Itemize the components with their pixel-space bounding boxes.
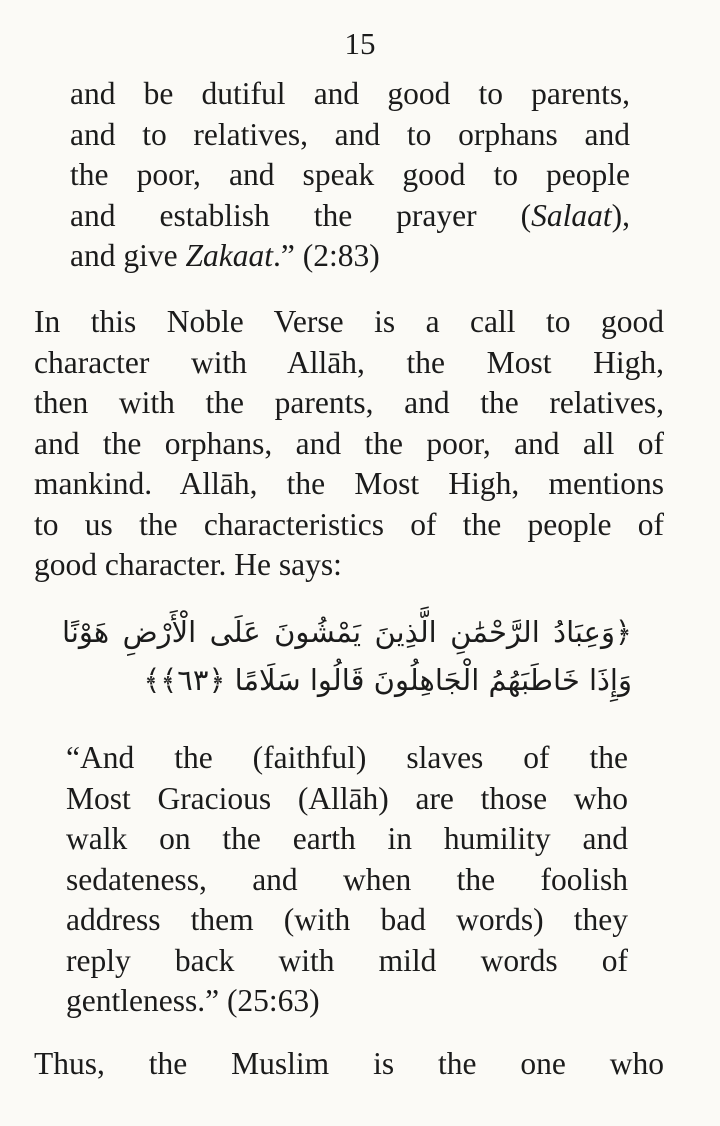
text-line: mankind. Allāh, the Most High, mentions <box>34 466 664 501</box>
text-line: sedateness, and when the foolish <box>66 861 628 897</box>
text-line: and be dutiful and good to parents, <box>70 76 630 111</box>
text-line: address them (with bad words) they <box>66 902 628 937</box>
italic-term: Salaat <box>531 197 612 233</box>
text-line: “And the (faithful) slaves of the <box>66 740 628 775</box>
text-line: to us the characteristics of the people of <box>34 506 664 542</box>
text-line <box>70 196 630 237</box>
page-number: 15 <box>344 26 376 61</box>
text-line: walk on the earth in humility and <box>66 821 628 856</box>
arabic-verse-line-1: ﴿وَعِبَادُ الرَّحْمَٰنِ الَّذِينَ يَمْشُونَ عَلَى الْأَرْضِ هَوْنًا <box>62 615 632 649</box>
text-run: .” (2:83) <box>272 238 380 273</box>
closing-paragraph <box>34 1044 664 1085</box>
text-run: and establish the prayer ( <box>70 197 532 233</box>
text-line: and to relatives, and to orphans and <box>70 116 630 152</box>
text-line: character with Allāh, the Most High, <box>34 344 664 380</box>
text-line: Thus, the Muslim is the one who <box>34 1046 664 1081</box>
text-line: Most Gracious (Allāh) are those who <box>66 780 628 816</box>
text-line: gentleness.” (25:63) <box>66 983 320 1018</box>
text-line: In this Noble Verse is a call to good <box>34 304 664 339</box>
text-line: reply back with mild words of <box>66 942 628 978</box>
text-run: and give <box>70 238 186 273</box>
quran-translation-2-83 <box>70 74 630 277</box>
commentary-paragraph <box>34 302 664 586</box>
quran-translation-25-63 <box>66 738 628 1022</box>
text-run: ), <box>611 197 630 233</box>
arabic-verse-line-2: وَإِذَا خَاطَبَهُمُ الْجَاهِلُونَ قَالُوا سَلَامًا ﴿٦٣﴾﴾ <box>143 663 632 697</box>
text-line <box>70 236 630 277</box>
text-line: and the orphans, and the poor, and all of <box>34 425 664 461</box>
text-line: the poor, and speak good to people <box>70 157 630 192</box>
text-line: good character. He says: <box>34 547 342 582</box>
text-line: then with the parents, and the relatives, <box>34 385 664 420</box>
italic-term: Zakaat <box>185 238 273 273</box>
